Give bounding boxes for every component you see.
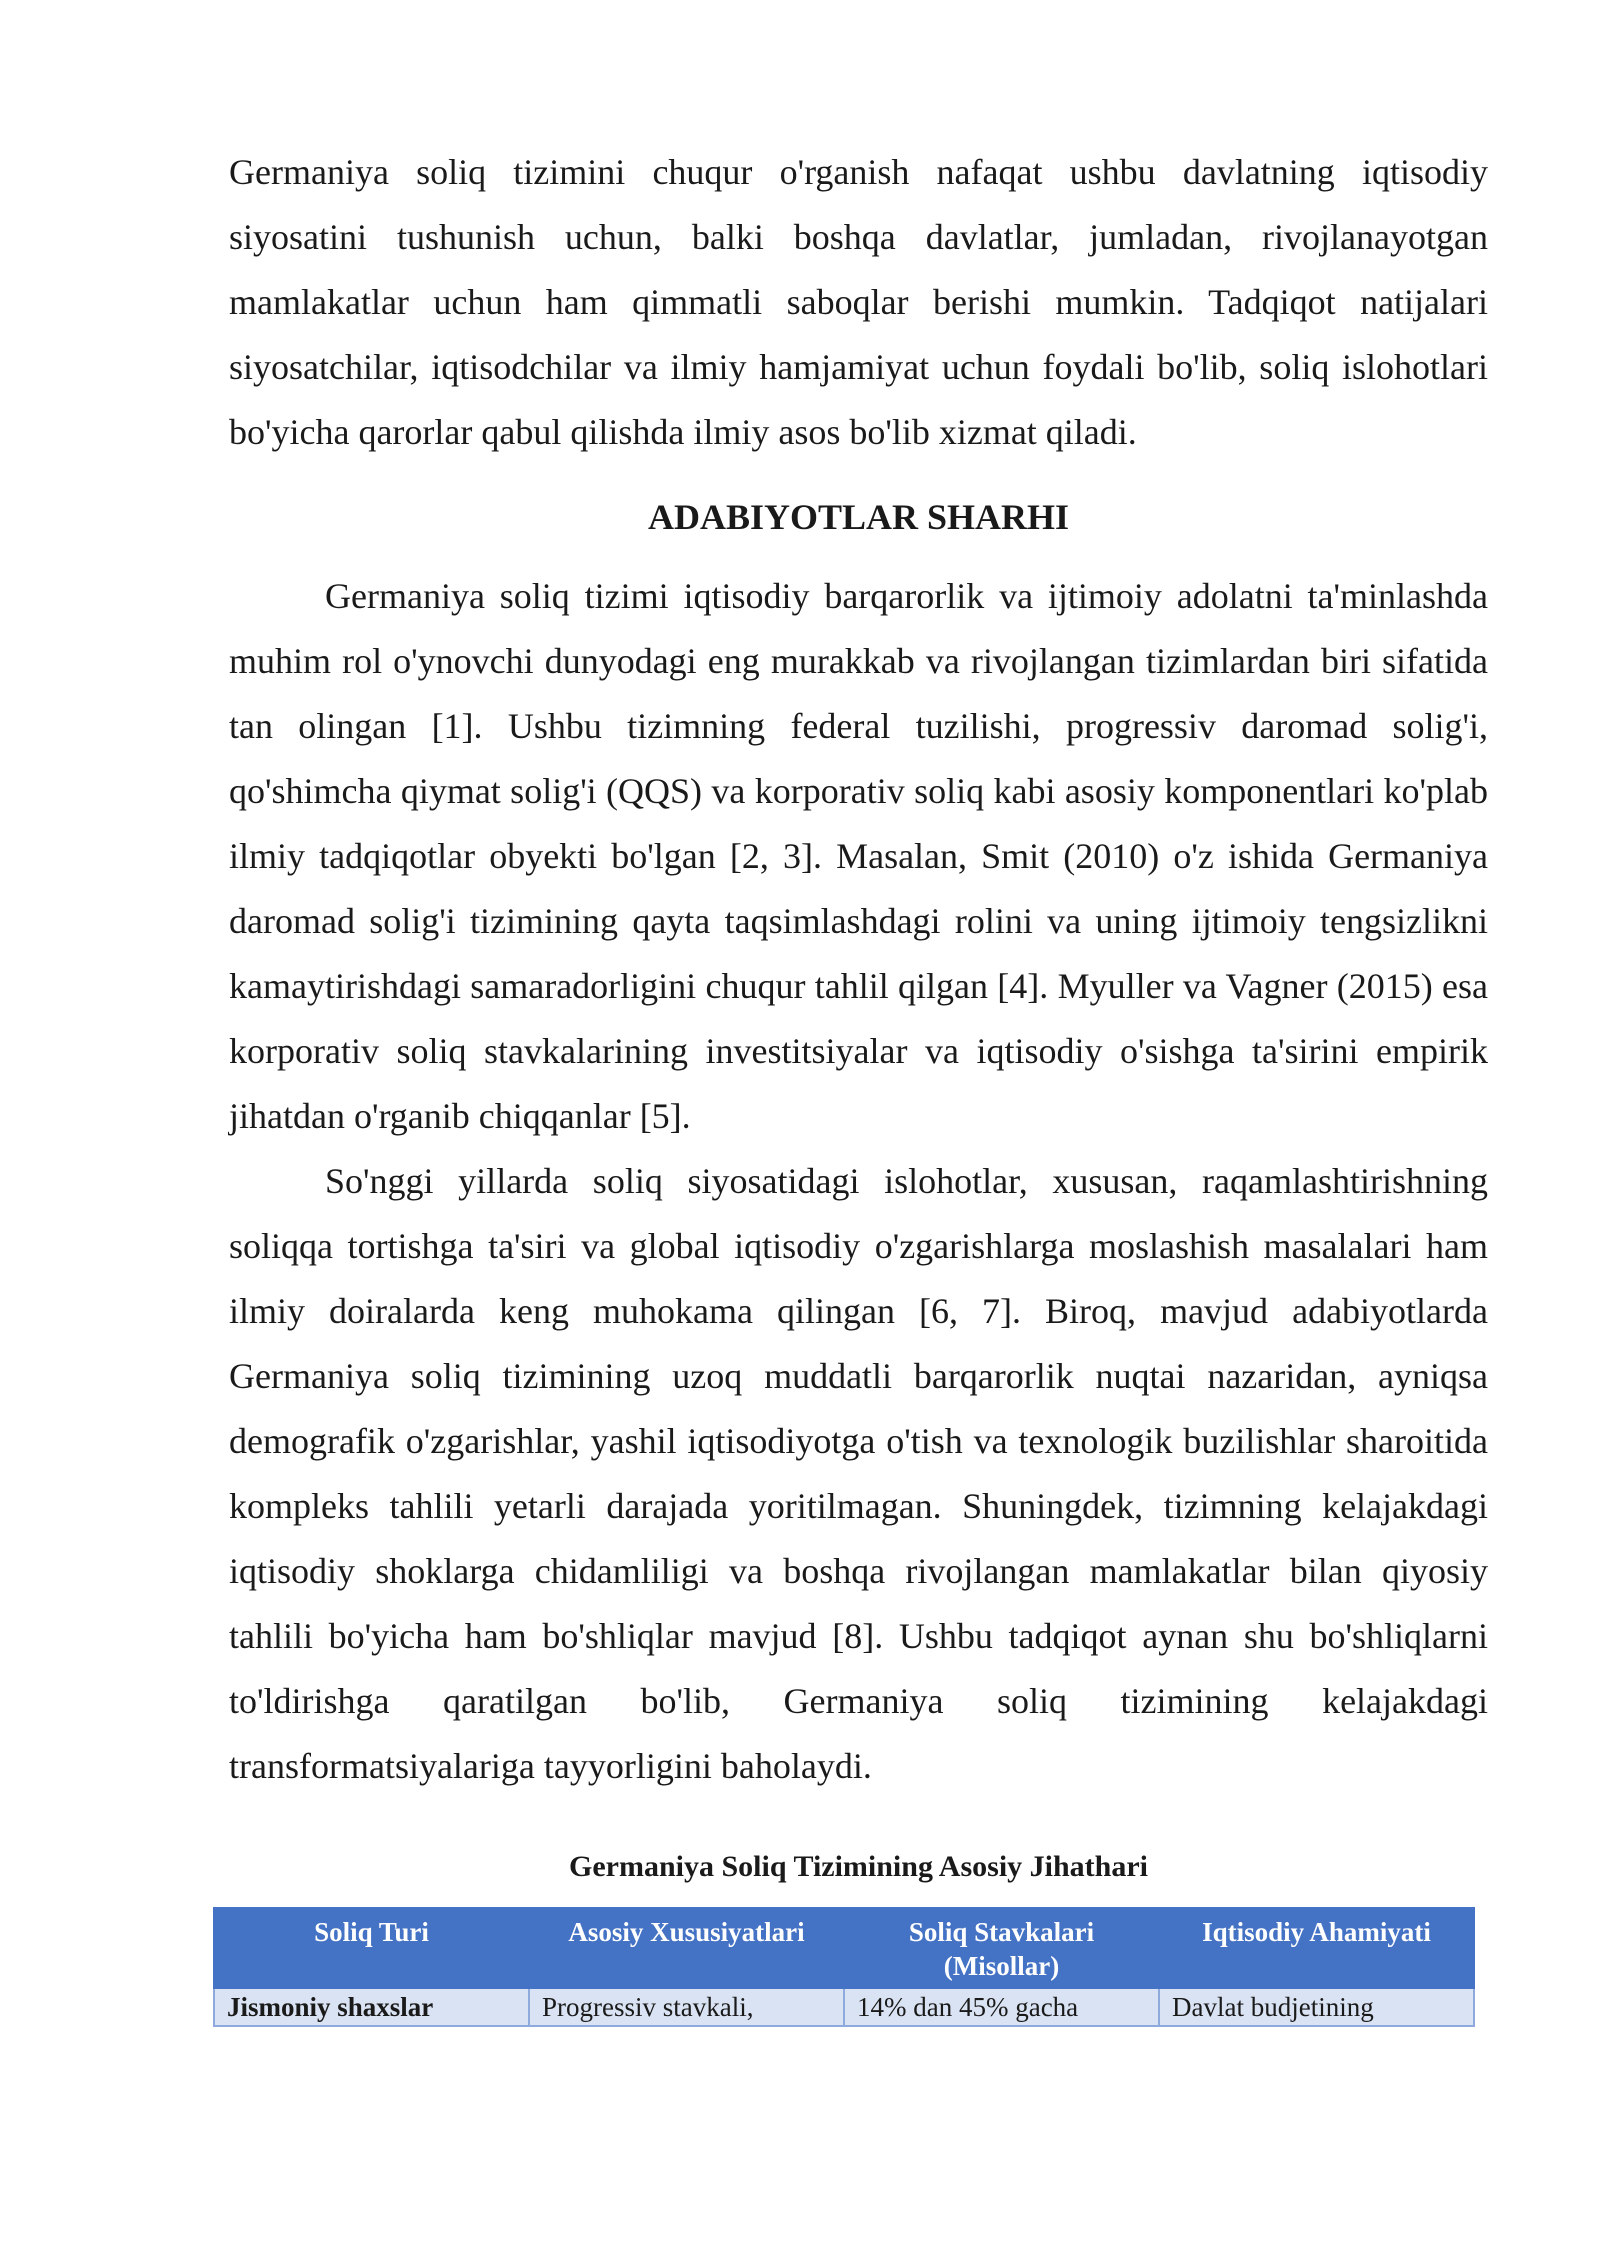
table-header-row: [214, 1908, 1474, 1988]
table-cell: Jismoniy shaxslar: [214, 1988, 529, 2026]
table-cell: 14% dan 45% gacha: [844, 1988, 1159, 2026]
table-row: [214, 1988, 1474, 2026]
intro-paragraph: Germaniya soliq tizimini chuqur o'rganish nafaqat ushbu davlatning iqtisodiy siyosatini tushunish uchun, balki boshqa davlatlar, jumladan, rivojlanayotgan mamlakatlar uchun ham qimmatli saboqlar berishi mumkin. Tadqiqot natijalari siyosatchilar, iqtisodchilar va ilmiy hamjamiyat uchun foydali bo'lib, soliq islohotlari bo'yicha qarorlar qabul qilishda ilmiy asos bo'lib xizmat qiladi.: [229, 152, 1488, 452]
table-cell: Progressiv stavkali,: [529, 1988, 844, 2026]
header-tax-type: Soliq Turi: [214, 1908, 529, 1988]
table-cell: Davlat budjetining: [1159, 1988, 1474, 2026]
table-caption: Germaniya Soliq Tizimining Asosiy Jihathari: [569, 1850, 1148, 1883]
tax-aspects-table: [213, 1907, 1475, 2027]
header-economic-importance: Iqtisodiy Ahamiyati: [1159, 1908, 1474, 1988]
literature-paragraph-2: So'nggi yillarda soliq siyosatidagi islohotlar, xususan, raqamlashtirishning soliqqa tortishga ta'siri va global iqtisodiy o'zgarishlarga moslashish masalalari ham ilmiy doiralarda keng muhokama qilingan [6, 7]. Biroq, mavjud adabiyotlarda Germaniya soliq tizimining uzoq muddatli barqarorlik nuqtai nazaridan, ayniqsa demografik o'zgarishlar, yashil iqtisodiyotga o'tish va texnologik buzilishlar sharoitida kompleks tahlili yetarli darajada yoritilmagan. Shuningdek, tizimning kelajakdagi iqtisodiy shoklarga chidamliligi va boshqa rivojlangan mamlakatlar bilan qiyosiy tahlili bo'yicha ham bo'shliqlar mavjud [8]. Ushbu tadqiqot aynan shu bo'shliqlarni to'ldirishga qaratilgan bo'lib, Germaniya soliq tizimining kelajakdagi transformatsiyalariga tayyorligini baholaydi.: [229, 1161, 1488, 1786]
section-heading: ADABIYOTLAR SHARHI: [647, 497, 1070, 537]
table-wrapper: [213, 1907, 1475, 2027]
header-main-features: Asosiy Xususiyatlari: [529, 1908, 844, 1988]
literature-paragraph-1: Germaniya soliq tizimi iqtisodiy barqarorlik va ijtimoiy adolatni ta'minlashda muhim rol o'ynovchi dunyodagi eng murakkab va rivojlangan tizimlardan biri sifatida tan olingan [1]. Ushbu tizimning federal tuzilishi, progressiv daromad solig'i, qo'shimcha qiymat solig'i (QQS) va korporativ soliq kabi asosiy komponentlari ko'plab ilmiy tadqiqotlar obyekti bo'lgan [2, 3]. Masalan, Smit (2010) o'z ishida Germaniya daromad solig'i tizimining qayta taqsimlashdagi rolini va uning ijtimoiy tengsizlikni kamaytirishdagi samaradorligini chuqur tahlil qilgan [4]. Myuller va Vagner (2015) esa korporativ soliq stavkalarining investitsiyalar va iqtisodiy o'sishga ta'sirini empirik jihatdan o'rganib chiqqanlar [5].: [229, 576, 1488, 1136]
page-content: [229, 140, 1488, 2027]
header-tax-rates: Soliq Stavkalari (Misollar): [844, 1908, 1159, 1988]
